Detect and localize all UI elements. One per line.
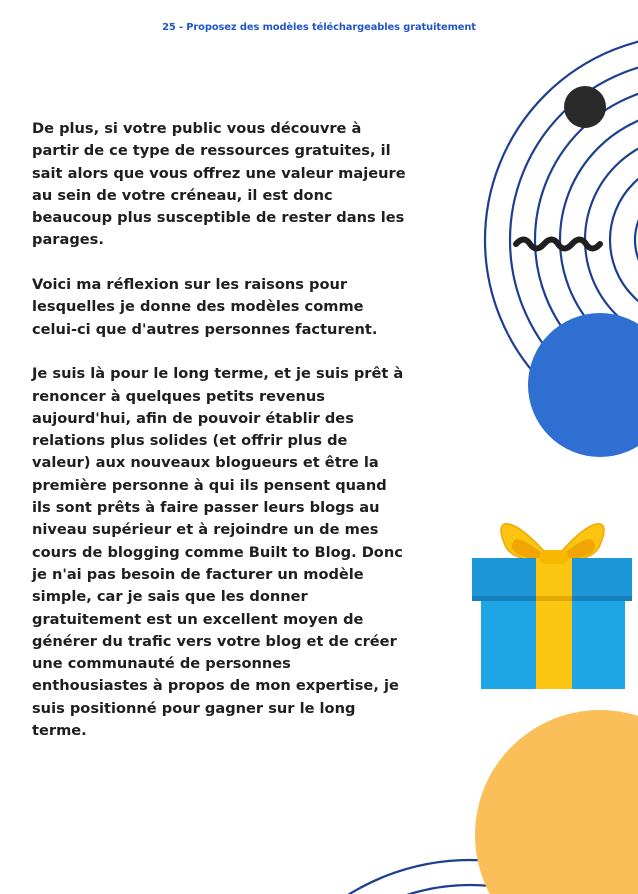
text-line: aujourd'hui, afin de pouvoir établir des — [32, 409, 354, 427]
paragraph-1 — [32, 118, 487, 252]
text-line: au sein de votre créneau, il est donc — [32, 186, 333, 204]
text-line: niveau supérieur et à rejoindre un de mes — [32, 521, 379, 539]
dark-dot — [564, 86, 606, 128]
orange-dot — [475, 710, 638, 894]
zigzag-squiggle — [516, 240, 600, 249]
text-line: cours de blogging comme Built to Blog. Donc — [32, 543, 403, 561]
text-line: partir de ce type de ressources gratuites, il — [32, 142, 391, 160]
text-line: valeur) aux nouveaux blogueurs et être la — [32, 454, 379, 472]
text-line: celui-ci que d'autres personnes facturent. — [32, 320, 378, 338]
text-line: simple, car je sais que les donner — [32, 588, 308, 606]
text-line: Je suis là pour le long terme, et je suis prêt à — [32, 365, 404, 383]
paragraph-2 — [32, 274, 487, 341]
text-line: ils sont prêts à faire passer leurs blogs au — [32, 499, 380, 517]
body-text — [32, 118, 487, 742]
text-line: gratuitement est un excellent moyen de — [32, 610, 364, 628]
text-line: renoncer à quelques petits revenus — [32, 387, 325, 405]
blue-dot — [528, 313, 638, 457]
page-title: 25 - Proposez des modèles téléchargeables gratuitement — [162, 22, 476, 33]
text-line: générer du trafic vers votre blog et de créer — [32, 632, 397, 650]
text-line: relations plus solides (et offrir plus de — [32, 432, 348, 450]
paragraph-3 — [32, 363, 487, 742]
text-line: je n'ai pas besoin de facturer un modèle — [32, 565, 364, 583]
text-line: sait alors que vous offrez une valeur majeure — [32, 164, 406, 182]
text-line: enthousiastes à propos de mon expertise, je — [32, 677, 399, 695]
text-line: De plus, si votre public vous découvre à — [32, 120, 362, 137]
text-line: terme. — [32, 722, 87, 740]
text-line: beaucoup plus susceptible de rester dans les — [32, 209, 405, 227]
gift-icon — [472, 524, 632, 689]
text-line: une communauté de personnes — [32, 655, 291, 673]
text-line: Voici ma réflexion sur les raisons pour — [32, 276, 348, 294]
text-line: parages. — [32, 231, 104, 249]
text-line: première personne à qui ils pensent quand — [32, 476, 387, 494]
text-line: lesquelles je donne des modèles comme — [32, 298, 364, 316]
text-line: suis positionné pour gagner sur le long — [32, 699, 356, 717]
